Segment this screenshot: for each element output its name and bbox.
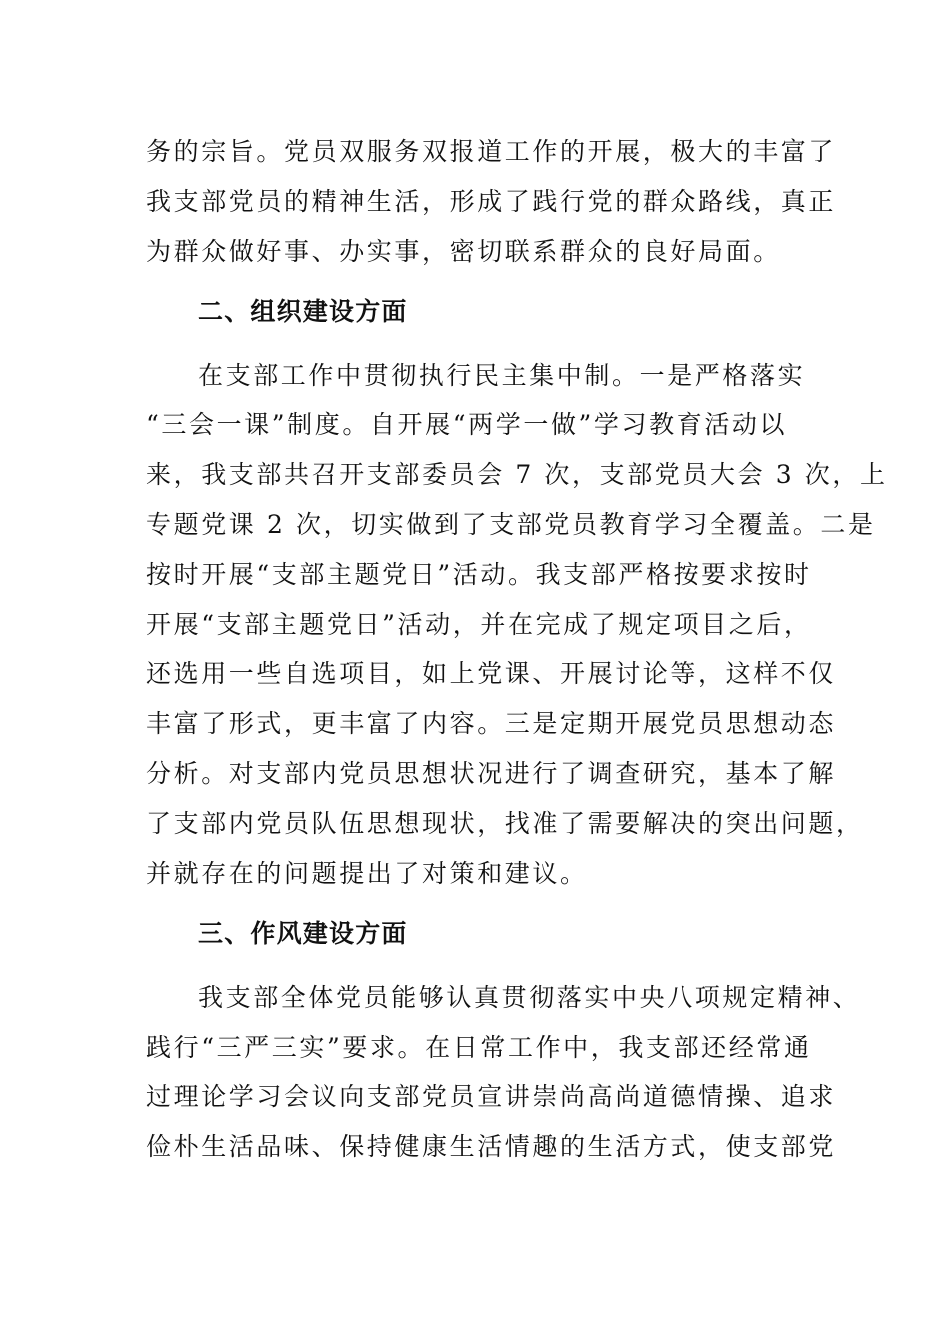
body-text-line: 为群众做好事、办实事，密切联系群众的良好局面。	[146, 237, 781, 266]
body-text-line: 我支部党员的精神生活，形成了践行党的群众路线，真正	[146, 187, 837, 216]
body-text-line: 分析。对支部内党员思想状况进行了调查研究，基本了解	[146, 759, 837, 788]
body-text-line: 我支部全体党员能够认真贯彻落实中央八项规定精神、	[198, 983, 861, 1012]
body-text-line: 来，我支部共召开支部委员会 7 次，支部党员大会 3 次，上	[146, 460, 888, 489]
section-heading: 二、组织建设方面	[198, 297, 408, 326]
body-text-line: 专题党课 2 次，切实做到了支部党员教育学习全覆盖。二是	[146, 510, 876, 539]
body-text-line: 还选用一些自选项目，如上党课、开展讨论等，这样不仅	[146, 659, 837, 688]
body-text-line: 务的宗旨。党员双服务双报道工作的开展，极大的丰富了	[146, 137, 837, 166]
body-text-line: 了支部内党员队伍思想现状，找准了需要解决的突出问题，	[146, 809, 864, 838]
section-heading: 三、作风建设方面	[198, 919, 408, 948]
body-text-line: 过理论学习会议向支部党员宣讲崇尚高尚道德情操、追求	[146, 1082, 837, 1111]
body-text-line: 俭朴生活品味、保持健康生活情趣的生活方式，使支部党	[146, 1132, 837, 1161]
body-text-line: 践行“三严三实”要求。在日常工作中，我支部还经常通	[146, 1033, 812, 1062]
body-text-line: 在支部工作中贯彻执行民主集中制。一是严格落实	[198, 361, 806, 390]
body-text-line: 按时开展“支部主题党日”活动。我支部严格按要求按时	[146, 560, 812, 589]
body-text-line: 并就存在的问题提出了对策和建议。	[146, 859, 588, 888]
body-text-line: “三会一课”制度。自开展“两学一做”学习教育活动以	[146, 410, 788, 439]
body-text-line: 丰富了形式，更丰富了内容。三是定期开展党员思想动态	[146, 709, 837, 738]
body-text-line: 开展“支部主题党日”活动，并在完成了规定项目之后，	[146, 610, 812, 639]
